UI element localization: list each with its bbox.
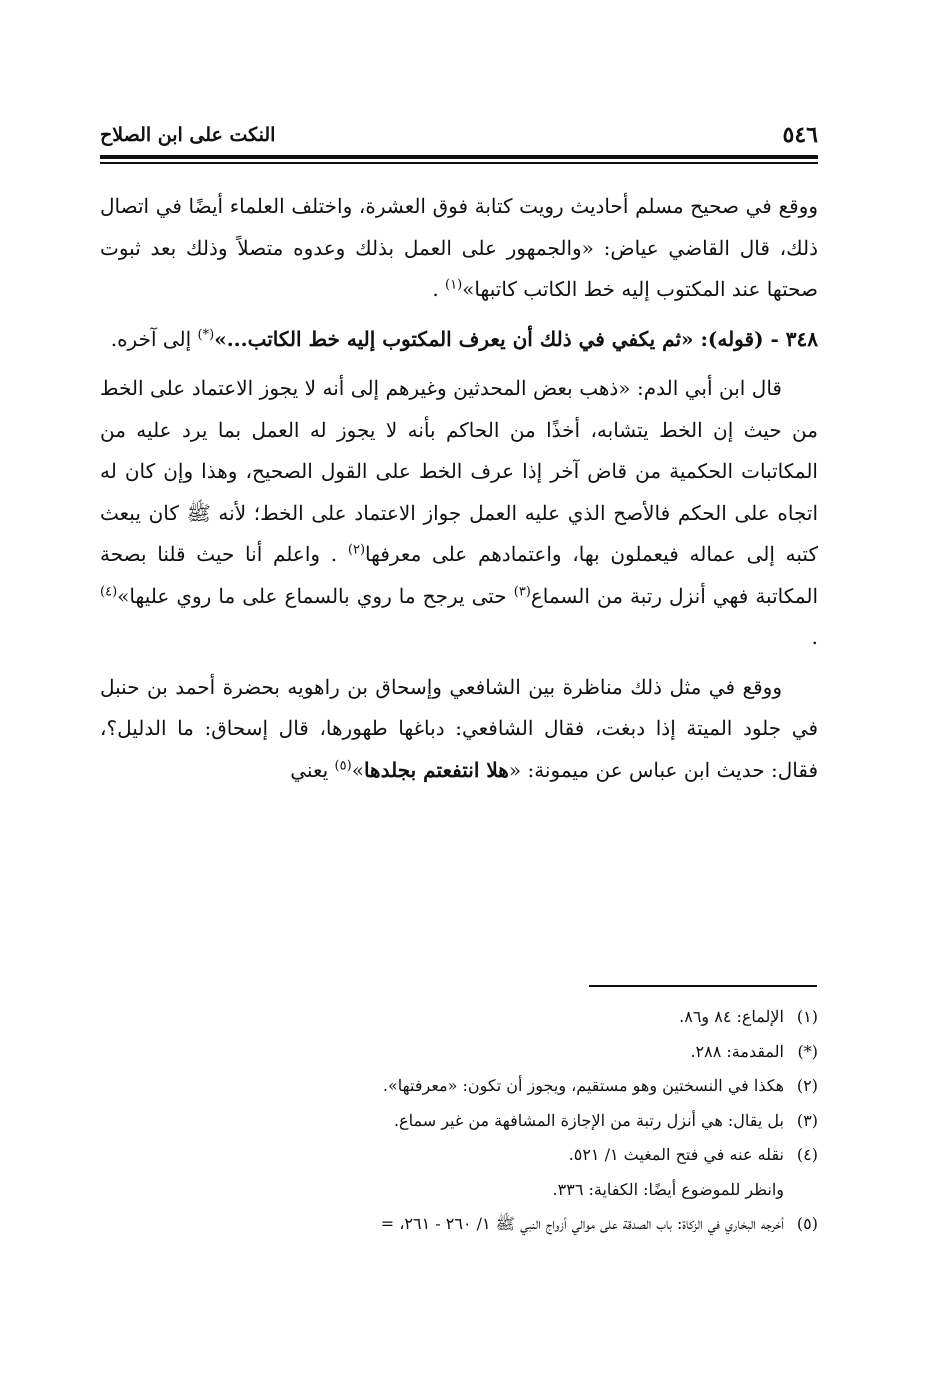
paragraph-3-end: . [811,625,818,649]
paragraph-1-end: . [432,277,446,301]
paragraph-2 [100,319,818,361]
footnote [80,1069,818,1104]
footnotes [80,1000,818,1242]
paragraph-4-end: يعني [290,757,335,782]
footnote [80,1104,818,1139]
header-rule-thin [100,162,818,164]
quoted-heading: ٣٤٨ - (قوله): «ثم يكفي في ذلك أن يعرف المكتوب إليه خط الكاتب...» [214,326,818,351]
footnote-ref-4: (٤) [100,583,118,599]
paragraph-3 [100,368,818,659]
footnote-ref-star: (*) [197,326,215,342]
footnote [80,1000,818,1035]
main-text [100,186,818,791]
footnote-text: المقدمة: ٢٨٨. [690,1041,784,1061]
footnote-ref-5: (٥) [334,757,352,773]
footnote-number: (*) [797,1041,818,1061]
footnote-text: هكذا في النسختين وهو مستقيم، ويجوز أن تكون: «معرفتها». [382,1076,784,1095]
paragraph-1 [100,186,818,311]
page-header [100,118,818,158]
paragraph-4-text-b: » [351,757,364,782]
paragraph-4-text-a: ووقع في مثل ذلك مناظرة بين الشافعي وإسحاق بن راهويه بحضرة أحمد بن حنبل في جلود الميتة إذا دبغت، فقال الشافعي: دباغها طهورها، قال إسحاق: ما الدليل؟، فقال: حديث ابن عباس عن ميمونة: « [100,674,818,782]
footnote-text: وانظر للموضوع أيضًا: الكفاية: ٣٣٦. [552,1179,784,1199]
paragraph-1-text: ووقع في صحيح مسلم أحاديث رويت كتابة فوق العشرة، واختلف العلماء أيضًا في اتصال ذلك، قال القاضي عياض: «والجمهور على العمل بذلك وعدوه متصلاً وذلك بعد ثبوت صحتها عند المكتوب إليه خط الكاتب كاتبها» [100,194,818,301]
footnote [80,1035,818,1070]
footnote-text: الإلماع: ٨٤ و٨٦. [679,1007,784,1026]
footnote [80,1138,818,1173]
footnote-ref-1: (١) [445,277,463,293]
footnote-text: بل يقال: هي أنزل رتبة من الإجازة المشافهة من غير سماع. [393,1110,784,1130]
paragraph-4 [100,667,818,792]
paragraph-2-end: إلى آخره. [110,326,198,351]
hadith-quote: هلا انتفعتم بجلدها [363,757,509,782]
footnote-number: (٢) [796,1076,818,1095]
header-rule-thick [100,155,818,159]
footnote-continuation [80,1173,818,1208]
footnote-number: (٣) [796,1110,818,1130]
paragraph-3-text-b: . واعلم أنا حيث قلنا بصحة المكاتبة فهي أنزل رتبة من السماع [100,542,818,608]
page-number: ٥٤٦ [782,122,818,148]
footnote-number: (٤) [796,1145,818,1164]
footnote-number: (٥) [796,1214,818,1233]
footnote-text: نقله عنه في فتح المغيث ١/ ٥٢١. [568,1145,784,1164]
footnote-separator [589,985,817,987]
running-title: النكت على ابن الصلاح [100,124,276,146]
footnote-ref-2: (٢) [347,542,366,558]
paragraph-3-text-c: حتى يرجح ما روي بالسماع على ما روي عليها» [117,583,514,608]
footnote-number: (١) [796,1007,818,1026]
paragraph-3-text-a: قال ابن أبي الدم: «ذهب بعض المحدثين وغيرهم إلى أنه لا يجوز الاعتماد على الخط من حيث إن الخط يتشابه، أخذًا من الحاكم بأنه لا يجوز له العمل بما يرد عليه من المكاتبات الحكمية من قاض آخر إذا عرف الخط على القول الصحيح، وهذا وإن كان له اتجاه على الحكم فالأصح الذي عليه العمل جواز الاعتماد على الخط؛ لأنه ﷺ كان يبعث كتبه إلى عماله فيعملون بها، واعتمادهم على معرفها [100,376,818,566]
footnote [80,1207,818,1242]
footnote-ref-3: (٣) [513,583,531,599]
footnote-text: أخرجه البخاري في الزكاة: باب الصدقة على موالي أزواج النبي ﷺ ١/ ٢٦٠ - ٢٦١، = [380,1214,784,1233]
